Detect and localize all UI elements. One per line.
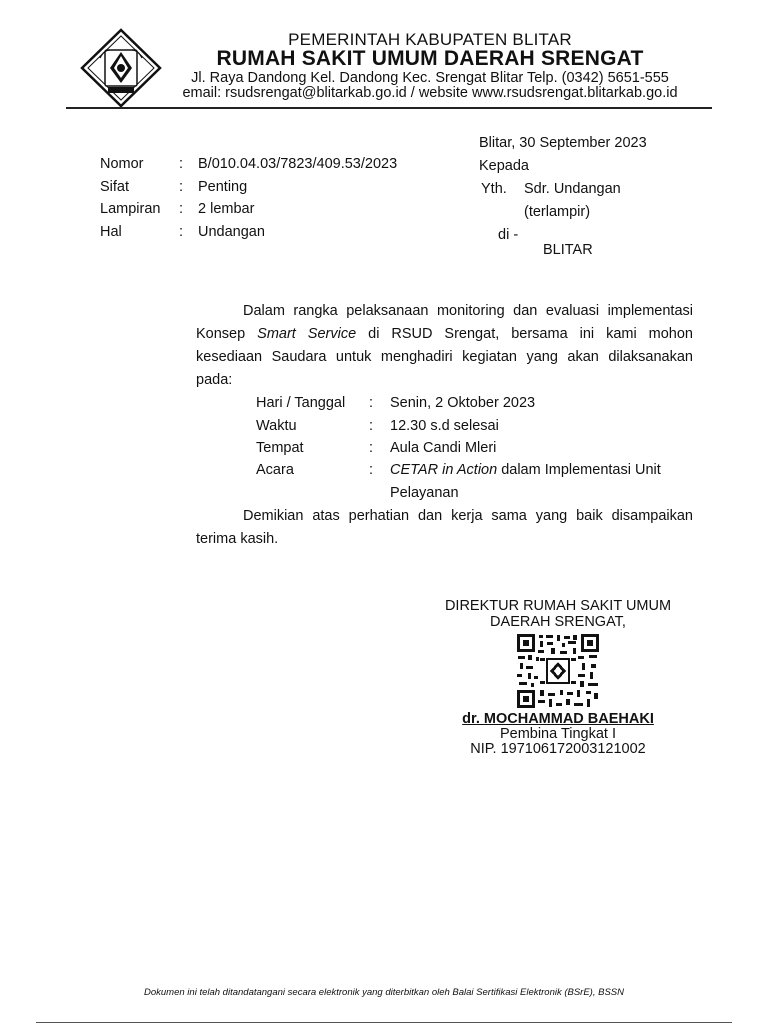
signature-title-line1: DIREKTUR RUMAH SAKIT UMUM [444, 598, 672, 614]
recipient-yth: Yth. [481, 181, 507, 197]
event-label: Waktu [256, 418, 297, 434]
recipient-to: Kepada [479, 158, 529, 174]
e-signature-footer: Dokumen ini telah ditandatangani secara elektronik yang diterbitkan oleh Balai Sertifikasi Elektronik (BSrE), BSSN [144, 987, 624, 998]
letterhead-address: Jl. Raya Dandong Kel. Dandong Kec. Srengat Blitar Telp. (0342) 5651-555 [191, 70, 669, 86]
recipient-note: (terlampir) [524, 204, 591, 220]
event-agenda-line2: Pelayanan [390, 485, 459, 501]
body-line: terima kasih. [196, 531, 279, 547]
letterhead-divider [66, 107, 712, 109]
meta-colon: : [179, 201, 184, 217]
body-line: kesediaan Saudara untuk menghadiri kegiatan yang akan dilaksanakan [196, 349, 693, 365]
event-date-value: Senin, 2 Oktober 2023 [390, 395, 536, 411]
letter-date: Blitar, 30 September 2023 [479, 135, 647, 151]
event-label: Hari / Tanggal [256, 395, 346, 411]
meta-attachment-value: 2 lembar [198, 201, 255, 217]
page-bottom-rule [36, 1022, 732, 1023]
meta-nature-value: Penting [198, 179, 248, 195]
event-label: Tempat [256, 440, 304, 456]
event-agenda-value [390, 462, 661, 478]
meta-colon: : [179, 156, 184, 172]
event-time-value: 12.30 s.d selesai [390, 418, 499, 434]
body-text: di RSUD Srengat, bersama ini kami mohon [368, 326, 693, 342]
body-line: Dalam rangka pelaksanaan monitoring dan evaluasi implementasi [243, 303, 693, 319]
body-line: pada: [196, 372, 233, 388]
event-label: Acara [256, 462, 294, 478]
event-agenda-italic: CETAR in Action [390, 462, 498, 478]
event-colon: : [369, 462, 374, 478]
event-colon: : [369, 418, 374, 434]
meta-colon: : [179, 179, 184, 195]
meta-label: Sifat [100, 179, 130, 195]
letterhead-government: PEMERINTAH KABUPATEN BLITAR [288, 30, 572, 49]
meta-number-value: B/010.04.03/7823/409.53/2023 [198, 156, 398, 172]
event-colon: : [369, 395, 374, 411]
regency-coat-of-arms-icon [80, 28, 162, 108]
event-agenda-rest: dalam Implementasi Unit [501, 462, 661, 478]
recipient-city: BLITAR [543, 242, 593, 258]
event-place-value: Aula Candi Mleri [390, 440, 497, 456]
body-line [196, 323, 693, 346]
letterhead-hospital: RUMAH SAKIT UMUM DAERAH SRENGAT [216, 47, 644, 70]
meta-colon: : [179, 224, 184, 240]
meta-label: Nomor [100, 156, 144, 172]
signature-title-line2: DAERAH SRENGAT, [490, 614, 626, 630]
body-text: Konsep [196, 326, 246, 342]
meta-label: Lampiran [100, 201, 161, 217]
recipient-di: di - [498, 227, 519, 243]
signatory-nip: NIP. 197106172003121002 [470, 741, 646, 757]
meta-subject-value: Undangan [198, 224, 265, 240]
body-line: Demikian atas perhatian dan kerja sama yang baik disampaikan [243, 508, 693, 524]
qr-code-icon [516, 633, 600, 709]
signatory-rank: Pembina Tingkat I [499, 726, 617, 742]
event-colon: : [369, 440, 374, 456]
recipient-name: Sdr. Undangan [524, 181, 621, 197]
body-paragraph-1 [196, 300, 693, 392]
letterhead-contact: email: rsudsrengat@blitarkab.go.id / website www.rsudsrengat.blitarkab.go.id [182, 85, 678, 101]
smart-service-term: Smart Service [257, 326, 357, 342]
meta-label: Hal [100, 224, 122, 240]
signatory-name: dr. MOCHAMMAD BAEHAKI [462, 711, 654, 727]
body-paragraph-2 [196, 505, 693, 551]
